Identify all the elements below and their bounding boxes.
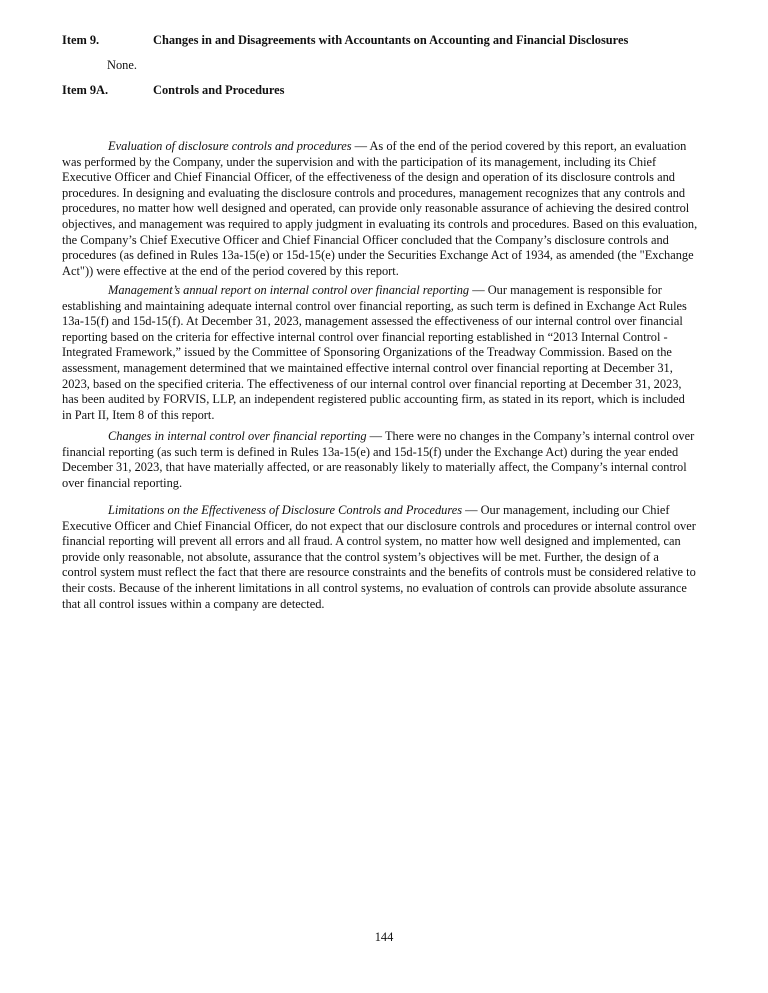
paragraph-line: over financial reporting.: [62, 475, 183, 490]
paragraph-text: — There were no changes in the Company’s internal control over: [366, 429, 695, 443]
paragraph-line: 2023, based on the specified criteria. The effectiveness of our internal control over financial reporting at December 31, 2023,: [62, 376, 682, 391]
paragraph-heading: Evaluation of disclosure controls and procedures: [108, 139, 352, 153]
paragraph-line: procedures. In designing and evaluating the disclosure controls and procedures, management recognizes that any controls and: [62, 185, 686, 200]
paragraph-line: Executive Officer and Chief Financial Officer, do not expect that our disclosure controls and procedures or internal control over: [62, 518, 696, 533]
paragraph-line: reporting based on the criteria for effective internal control over financial reporting established in “2013 Internal Control -: [62, 329, 668, 344]
paragraph-line: December 31, 2023, that have materially affected, or are reasonably likely to materially affect, the Company’s internal control: [62, 460, 687, 475]
paragraph-line: [62, 283, 722, 299]
paragraph-line: has been audited by FORVIS, LLP, an independent registered public accounting firm, as stated in its report, which is included: [62, 392, 685, 407]
paragraph-line: procedures (as defined in Rules 13a-15(e) or 15d-15(e) under the Securities Exchange Act of 1934, as amended (the "Exchange: [62, 248, 694, 263]
item-9-number: Item 9.: [62, 33, 100, 47]
paragraph-line: financial reporting (as such term is defined in Rules 13a-15(e) and 15d-15(f) under the Exchange Act) during the year ended: [62, 444, 679, 459]
paragraph-line: the Company’s Chief Executive Officer and Chief Financial Officer concluded that the Company’s disclosure controls and: [62, 232, 669, 247]
paragraph-line: control system must reflect the fact that there are resource constraints and the benefits of controls must be considered relative to: [62, 565, 696, 580]
item-9a-title: Controls and Procedures: [153, 83, 285, 97]
paragraph-line: that all control issues within a company are detected.: [62, 596, 325, 611]
paragraph-line: [62, 429, 722, 445]
paragraph-management-annual-report: [62, 283, 722, 423]
paragraph-line: was performed by the Company, under the supervision and with the participation of its management, including its Chief: [62, 154, 657, 169]
paragraph-line: Integrated Framework,” issued by the Committee of Sponsoring Organizations of the Treadway Commission. Based on the: [62, 345, 672, 360]
paragraph-line: procedures, no matter how well designed and operated, can provide only reasonable assurance of achieving the desired control: [62, 201, 690, 216]
paragraph-line: their costs. Because of the inherent limitations in all control systems, no evaluation of controls can provide absolute assurance: [62, 580, 687, 595]
paragraph-line: 13a-15(f) and 15d-15(f). At December 31, 2023, management assessed the effectiveness of our internal control over financial: [62, 314, 683, 329]
paragraph-line: financial reporting will prevent all errors and all fraud. A control system, no matter how well designed and implemented, can: [62, 534, 681, 549]
paragraph-limitations-effectiveness: [62, 503, 722, 612]
paragraph-line: [62, 139, 722, 155]
paragraph-heading: Management’s annual report on internal control over financial reporting: [108, 283, 470, 297]
paragraph-line: in Part II, Item 8 of this report.: [62, 407, 215, 422]
paragraph-changes-internal-control: [62, 429, 722, 491]
paragraph-heading: Changes in internal control over financial reporting: [108, 429, 367, 443]
paragraph-line: assessment, management determined that we maintained effective internal control over financial reporting at December 31,: [62, 360, 673, 375]
paragraph-line: provide only reasonable, not absolute, assurance that the control system’s objectives will be met. Further, the design of a: [62, 549, 659, 564]
paragraph-line: Executive Officer and Chief Financial Officer, of the effectiveness of the design and operation of its disclosure controls and: [62, 170, 675, 185]
paragraph-line: Act")) were effective at the end of the period covered by this report.: [62, 263, 399, 278]
paragraph-line: establishing and maintaining adequate internal control over financial reporting, as such term is defined in Exchange Act Rules: [62, 298, 687, 313]
paragraph-text: — Our management, including our Chief: [462, 503, 670, 517]
paragraph-text: — As of the end of the period covered by this report, an evaluation: [351, 139, 687, 153]
item-9a-number: Item 9A.: [62, 83, 109, 97]
paragraph-line: [62, 503, 722, 519]
page-number: 144: [374, 930, 394, 944]
item-9-title: Changes in and Disagreements with Accountants on Accounting and Financial Disclosures: [153, 33, 629, 47]
item-9-body: None.: [107, 58, 137, 72]
paragraph-evaluation-disclosure-controls: [62, 139, 722, 279]
paragraph-heading: Limitations on the Effectiveness of Disclosure Controls and Procedures: [108, 503, 463, 517]
paragraph-line: objectives, and management was required to apply judgment in evaluating its controls and procedures. Based on this evaluation,: [62, 216, 698, 231]
paragraph-text: — Our management is responsible for: [469, 283, 662, 297]
